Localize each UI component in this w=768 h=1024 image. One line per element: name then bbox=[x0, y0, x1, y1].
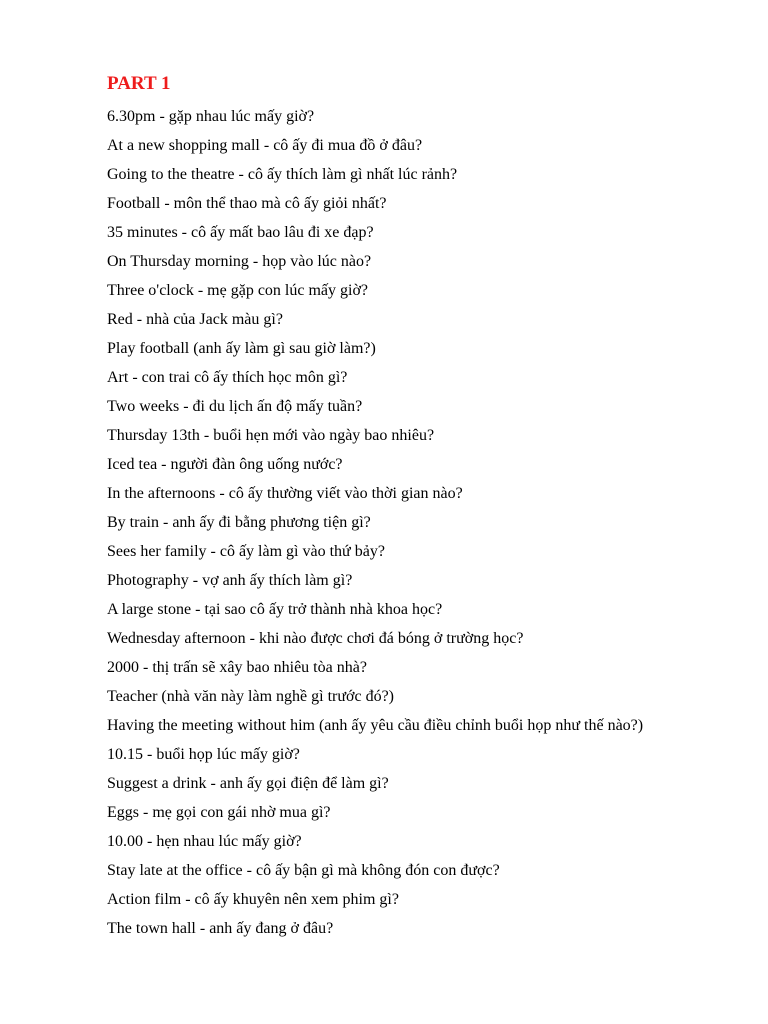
list-item: At a new shopping mall - cô ấy đi mua đồ ở đâu? bbox=[107, 137, 423, 154]
list-item: Football - môn thể thao mà cô ấy giỏi nhất? bbox=[107, 195, 387, 212]
list-item: Action film - cô ấy khuyên nên xem phim gì? bbox=[107, 891, 399, 908]
list-item: Sees her family - cô ấy làm gì vào thứ bảy? bbox=[107, 543, 385, 560]
list-item: In the afternoons - cô ấy thường viết vào thời gian nào? bbox=[107, 485, 463, 502]
section-heading: PART 1 bbox=[107, 73, 171, 94]
list-item: 2000 - thị trấn sẽ xây bao nhiêu tòa nhà? bbox=[107, 659, 367, 676]
list-item: Art - con trai cô ấy thích học môn gì? bbox=[107, 369, 348, 386]
list-item: By train - anh ấy đi bằng phương tiện gì? bbox=[107, 514, 371, 531]
list-item: Going to the theatre - cô ấy thích làm gì nhất lúc rảnh? bbox=[107, 166, 458, 183]
list-item: Having the meeting without him (anh ấy yêu cầu điều chỉnh buổi họp như thế nào?) bbox=[107, 717, 644, 734]
list-item: Play football (anh ấy làm gì sau giờ làm?) bbox=[107, 340, 376, 357]
list-item: Stay late at the office - cô ấy bận gì mà không đón con được? bbox=[107, 862, 500, 879]
list-item: Thursday 13th - buổi hẹn mới vào ngày bao nhiêu? bbox=[107, 427, 435, 444]
list-item: Iced tea - người đàn ông uống nước? bbox=[107, 456, 343, 473]
list-item: Wednesday afternoon - khi nào được chơi đá bóng ở trường học? bbox=[107, 630, 524, 647]
answer-list bbox=[107, 102, 747, 943]
list-item: 6.30pm - gặp nhau lúc mấy giờ? bbox=[107, 108, 315, 125]
list-item: Two weeks - đi du lịch ấn độ mấy tuần? bbox=[107, 398, 363, 415]
list-item: 35 minutes - cô ấy mất bao lâu đi xe đạp? bbox=[107, 224, 374, 241]
list-item: Eggs - mẹ gọi con gái nhờ mua gì? bbox=[107, 804, 331, 821]
document-page bbox=[107, 73, 747, 943]
list-item: 10.00 - hẹn nhau lúc mấy giờ? bbox=[107, 833, 302, 850]
list-item: Photography - vợ anh ấy thích làm gì? bbox=[107, 572, 353, 589]
list-item: The town hall - anh ấy đang ở đâu? bbox=[107, 920, 334, 937]
list-item: A large stone - tại sao cô ấy trở thành nhà khoa học? bbox=[107, 601, 443, 618]
list-item: Three o'clock - mẹ gặp con lúc mấy giờ? bbox=[107, 282, 369, 299]
list-item: Suggest a drink - anh ấy gọi điện để làm gì? bbox=[107, 775, 389, 792]
list-item: On Thursday morning - họp vào lúc nào? bbox=[107, 253, 372, 270]
list-item: Teacher (nhà văn này làm nghề gì trước đó?) bbox=[107, 688, 394, 705]
list-item: 10.15 - buổi họp lúc mấy giờ? bbox=[107, 746, 300, 763]
list-item: Red - nhà của Jack màu gì? bbox=[107, 311, 283, 328]
